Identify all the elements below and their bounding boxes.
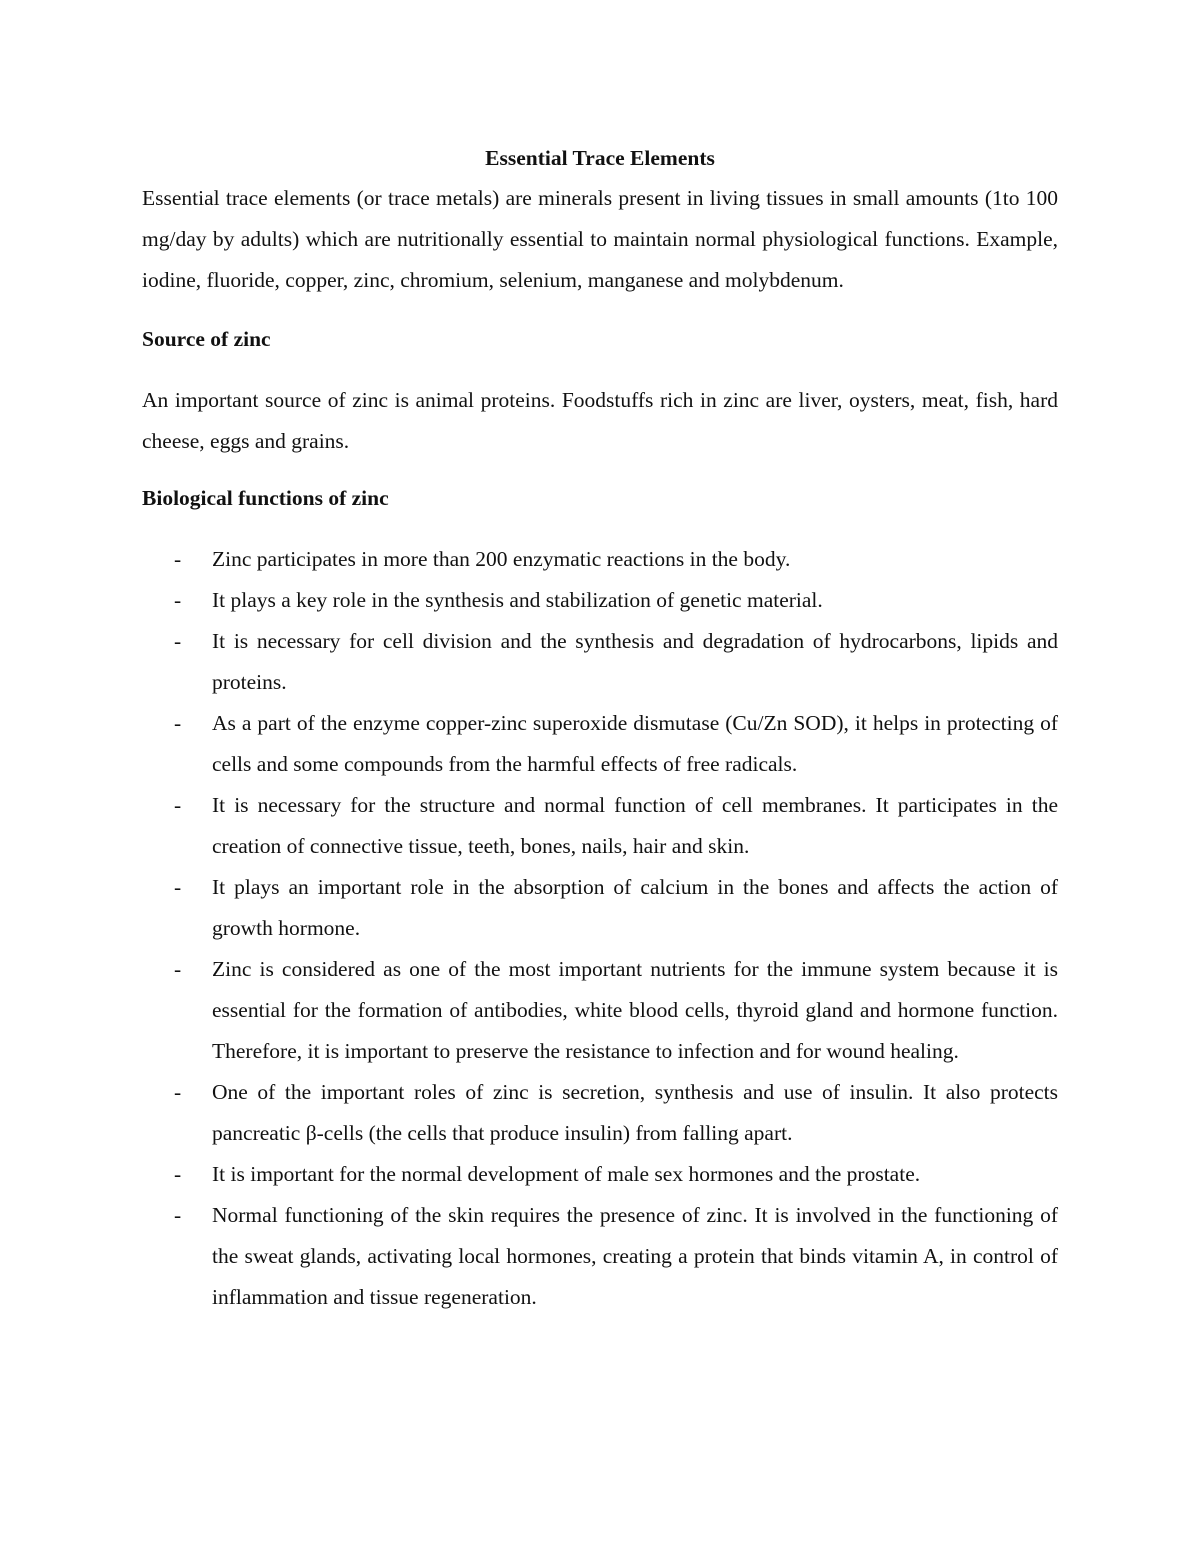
list-item-text: It is necessary for cell division and the synthesis and degradation of hydrocarbons, lipids and proteins. <box>212 629 1058 694</box>
list-item-text: It plays an important role in the absorption of calcium in the bones and affects the action of growth hormone. <box>212 875 1058 940</box>
source-paragraph: An important source of zinc is animal proteins. Foodstuffs rich in zinc are liver, oysters, meat, fish, hard cheese, eggs and grains. <box>142 388 1058 453</box>
document-body <box>142 140 1058 1318</box>
list-item-text: Zinc is considered as one of the most important nutrients for the immune system because it is essential for the formation of antibodies, white blood cells, thyroid gland and hormone function. Therefore, it is important to preserve the resistance to infection and for wound healing. <box>212 957 1058 1063</box>
list-item <box>142 580 1058 621</box>
bullet-dash: - <box>174 547 182 571</box>
bullet-dash: - <box>174 711 182 735</box>
list-item <box>142 1154 1058 1195</box>
section-heading-functions: Biological functions of zinc <box>142 486 389 510</box>
bullet-dash: - <box>174 793 182 817</box>
list-item <box>142 621 1058 703</box>
list-item-text: Normal functioning of the skin requires the presence of zinc. It is involved in the functioning of the sweat glands, activating local hormones, creating a protein that binds vitamin A, in control of inflammation and tissue regeneration. <box>212 1203 1058 1309</box>
bullet-dash: - <box>174 588 182 612</box>
bullet-dash: - <box>174 1080 182 1104</box>
list-item <box>142 1072 1058 1154</box>
functions-list <box>142 539 1058 1318</box>
list-item-text: It is important for the normal development of male sex hormones and the prostate. <box>212 1162 921 1186</box>
list-item <box>142 703 1058 785</box>
list-item-text: Zinc participates in more than 200 enzymatic reactions in the body. <box>212 547 791 571</box>
list-item-text: It plays a key role in the synthesis and stabilization of genetic material. <box>212 588 823 612</box>
bullet-dash: - <box>174 957 182 981</box>
intro-paragraph: Essential trace elements (or trace metals) are minerals present in living tissues in small amounts (1to 100 mg/day by adults) which are nutritionally essential to maintain normal physiological functions. Example, iodine, fluoride, copper, zinc, chromium, selenium, manganese and molybdenum. <box>142 186 1058 292</box>
bullet-dash: - <box>174 875 182 899</box>
list-item <box>142 539 1058 580</box>
document-title: Essential Trace Elements <box>485 146 715 170</box>
list-item-text: It is necessary for the structure and normal function of cell membranes. It participates in the creation of connective tissue, teeth, bones, nails, hair and skin. <box>212 793 1058 858</box>
list-item <box>142 867 1058 949</box>
section-heading-source: Source of zinc <box>142 327 271 351</box>
bullet-dash: - <box>174 629 182 653</box>
list-item <box>142 785 1058 867</box>
list-item <box>142 949 1058 1072</box>
list-item-text: As a part of the enzyme copper-zinc superoxide dismutase (Cu/Zn SOD), it helps in protecting of cells and some compounds from the harmful effects of free radicals. <box>212 711 1058 776</box>
bullet-dash: - <box>174 1203 182 1227</box>
list-item-text: One of the important roles of zinc is secretion, synthesis and use of insulin. It also protects pancreatic β-cells (the cells that produce insulin) from falling apart. <box>212 1080 1058 1145</box>
bullet-dash: - <box>174 1162 182 1186</box>
list-item <box>142 1195 1058 1318</box>
